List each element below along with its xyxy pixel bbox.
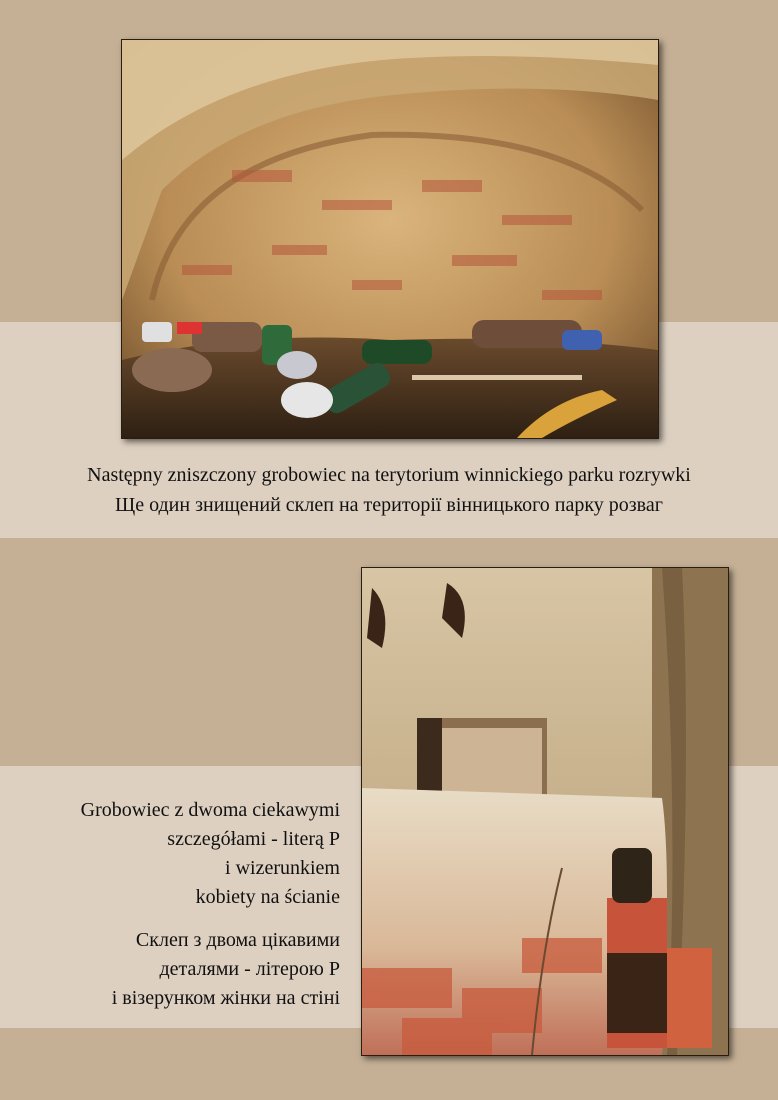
caption-bottom-polish-line: szczegółami - literą P bbox=[167, 828, 340, 850]
caption-bottom-polish-line: i wizerunkiem bbox=[225, 857, 340, 879]
caption-bottom-ukrainian-line: деталями - літерою Р bbox=[159, 958, 340, 980]
tomb-photo-letter-p-image bbox=[362, 568, 728, 1055]
tomb-photo-garbage-image bbox=[122, 40, 658, 438]
tomb-photo-letter-p bbox=[361, 567, 729, 1056]
caption-top-ukrainian: Ще один знищений склеп на території вінницького парку розваг bbox=[115, 494, 663, 516]
tomb-photo-garbage bbox=[121, 39, 659, 439]
caption-bottom-ukrainian-line: Склеп з двома цікавими bbox=[135, 929, 340, 951]
caption-bottom-ukrainian bbox=[20, 926, 340, 1013]
caption-bottom-polish-line: kobiety na ścianie bbox=[195, 886, 340, 908]
caption-bottom-polish-line: Grobowiec z dwoma ciekawymi bbox=[80, 799, 340, 821]
caption-top bbox=[0, 460, 778, 520]
caption-bottom-ukrainian-line: і візерунком жінки на стіні bbox=[111, 987, 340, 1009]
caption-top-polish: Następny zniszczony grobowiec na terytorium winnickiego parku rozrywki bbox=[87, 464, 691, 486]
caption-bottom-polish bbox=[20, 796, 340, 912]
